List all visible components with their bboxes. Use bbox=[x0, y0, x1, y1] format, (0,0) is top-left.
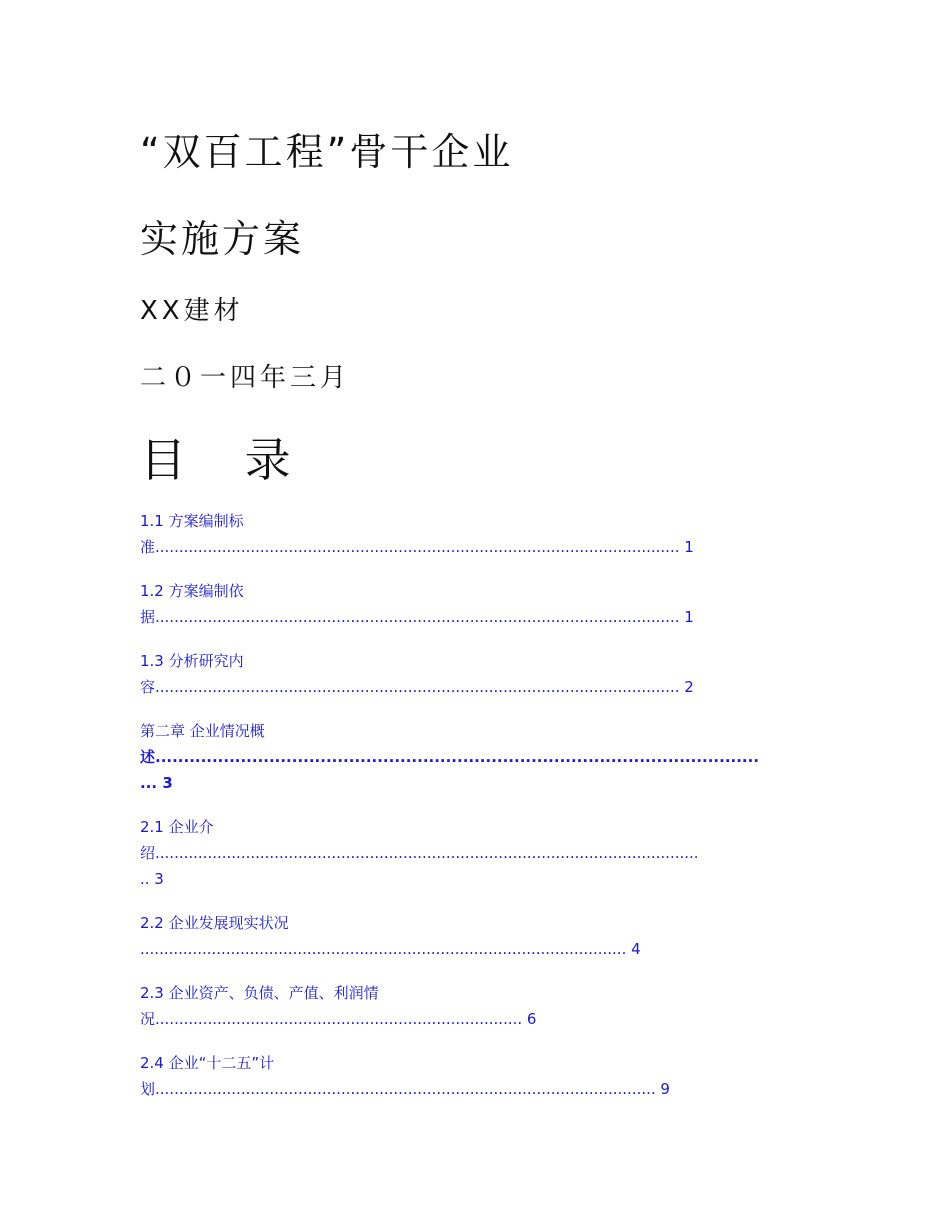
toc-entry-page: .. 3 bbox=[140, 870, 164, 888]
toc-entry-title: 2.1 企业介 bbox=[140, 818, 214, 836]
document-date: 二０一四年三月 bbox=[140, 363, 351, 393]
toc-entry-2-1[interactable] bbox=[140, 814, 820, 892]
toc-entry-1-3[interactable] bbox=[140, 648, 820, 700]
toc-entry-1-1[interactable] bbox=[140, 508, 820, 560]
toc-entry-2-2[interactable] bbox=[140, 910, 820, 962]
toc-entry-title: 2.4 企业“十二五”计 bbox=[140, 1054, 275, 1072]
toc-entry-leader: 述.......................................................................................................... bbox=[140, 748, 760, 766]
toc-entry-leader: 划......................................................................................................... 9 bbox=[140, 1080, 670, 1098]
toc-entry-leader: 准.............................................................................................................. 1 bbox=[140, 538, 694, 556]
toc-entry-title: 1.2 方案编制依 bbox=[140, 582, 244, 600]
toc-entry-chapter-2[interactable] bbox=[140, 718, 820, 796]
toc-entry-title: 2.3 企业资产、负债、产值、利润情 bbox=[140, 984, 379, 1002]
toc-entry-page: ... 3 bbox=[140, 774, 173, 792]
cover-title-line-1: “双百工程”骨干企业 bbox=[140, 130, 514, 174]
toc-entry-leader: 容.............................................................................................................. 2 bbox=[140, 678, 694, 696]
company-name: XX建材 bbox=[140, 296, 244, 326]
toc-entry-title: 2.2 企业发展现实状况 bbox=[140, 914, 289, 932]
toc-entry-title: 第二章 企业情况概 bbox=[140, 722, 265, 740]
toc-entry-title: 1.1 方案编制标 bbox=[140, 512, 244, 530]
toc-heading: 目 录 bbox=[140, 433, 313, 487]
cover-title-line-2: 实施方案 bbox=[140, 217, 305, 261]
toc-entry-title: 1.3 分析研究内 bbox=[140, 652, 244, 670]
toc-entry-leader: 绍.................................................................................................................. bbox=[140, 844, 699, 862]
toc-entry-leader: 况............................................................................. 6 bbox=[140, 1010, 537, 1028]
toc-entry-1-2[interactable] bbox=[140, 578, 820, 630]
toc-entry-leader: ...................................................................................................... 4 bbox=[140, 940, 641, 958]
toc-entry-2-4[interactable] bbox=[140, 1050, 820, 1102]
toc-entry-2-3[interactable] bbox=[140, 980, 820, 1032]
toc-entry-leader: 据.............................................................................................................. 1 bbox=[140, 608, 694, 626]
